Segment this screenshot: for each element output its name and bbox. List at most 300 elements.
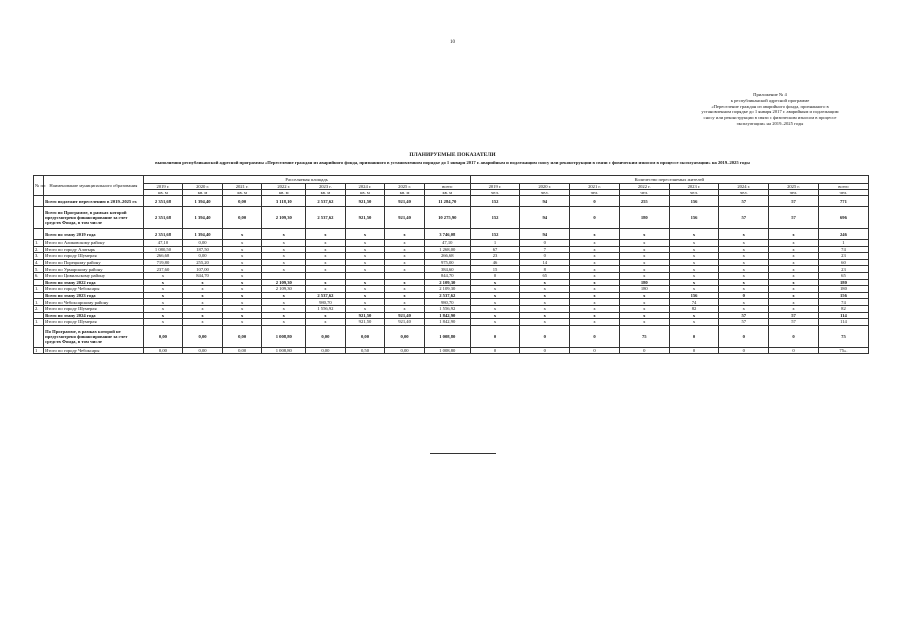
count-cell: 67 — [470, 246, 520, 253]
header-unit-count: чел. — [570, 190, 620, 196]
count-cell: 156 — [669, 207, 719, 229]
table-row — [34, 347, 869, 354]
area-cell: 921,40 — [385, 312, 425, 319]
count-cell: 74 — [669, 299, 719, 306]
count-cell: 180 — [818, 279, 868, 286]
area-cell: 1 008,80 — [262, 347, 306, 354]
count-cell: 0 — [769, 325, 819, 347]
header-unit-count: чел. — [818, 190, 868, 196]
header-years-row — [34, 184, 869, 190]
header-year-area: 2022 г. — [262, 184, 306, 190]
count-cell: x — [669, 279, 719, 286]
count-cell: 246 — [818, 229, 868, 240]
count-cell: x — [470, 292, 520, 299]
area-cell — [306, 272, 346, 279]
appendix-line: установленном порядке до 1 января 2017 г. аварийным и подлежащим — [701, 109, 839, 115]
area-cell: x — [222, 312, 262, 319]
area-cell: x — [143, 312, 183, 319]
count-cell: x — [719, 286, 769, 293]
count-cell: 7 — [520, 246, 570, 253]
area-cell: 975,00 — [424, 259, 470, 266]
area-cell: x — [306, 240, 346, 247]
appendix-line: Приложение № 4 — [753, 92, 787, 97]
count-cell: 0 — [470, 325, 520, 347]
header-unit-count: чел. — [769, 190, 819, 196]
header-year-area: 2021 г. — [222, 184, 262, 190]
area-cell: 719,80 — [143, 259, 183, 266]
area-cell: 0,00 — [143, 325, 183, 347]
row-number — [34, 279, 44, 286]
area-cell: x — [143, 272, 183, 279]
area-cell: x — [143, 319, 183, 326]
row-name: Итого по городу Шумерля — [44, 305, 144, 312]
header-unit-area: кв. м — [385, 190, 425, 196]
count-cell: 696 — [818, 207, 868, 229]
area-cell: x — [262, 229, 306, 240]
area-cell — [385, 272, 425, 279]
area-cell: 0,00 — [183, 325, 223, 347]
count-cell: 74 — [818, 299, 868, 306]
area-cell: x — [306, 312, 346, 319]
count-cell: 0 — [470, 272, 520, 279]
count-cell: x — [570, 266, 620, 273]
count-cell: x — [769, 266, 819, 273]
area-cell: x — [385, 229, 425, 240]
area-cell: x — [385, 240, 425, 247]
header-year-count: 2021 г. — [570, 184, 620, 190]
area-cell: 921,40 — [385, 319, 425, 326]
count-cell: x — [769, 259, 819, 266]
table-row — [34, 319, 869, 326]
header-year-count: 2023 г. — [669, 184, 719, 190]
area-cell: x — [183, 279, 223, 286]
table-row — [34, 266, 869, 273]
row-number — [34, 207, 44, 229]
count-cell: 1 — [818, 240, 868, 247]
header-unit-count: чел. — [669, 190, 719, 196]
area-cell: x — [262, 253, 306, 260]
table-row — [34, 246, 869, 253]
area-cell: x — [222, 319, 262, 326]
count-cell: x — [520, 279, 570, 286]
count-cell: 75». — [818, 347, 868, 354]
count-cell: 14 — [520, 259, 570, 266]
area-cell: 921,50 — [345, 319, 385, 326]
area-cell: x — [143, 279, 183, 286]
area-cell — [262, 272, 306, 279]
count-cell: x — [719, 253, 769, 260]
count-cell: 0 — [669, 347, 719, 354]
count-cell: x — [470, 305, 520, 312]
header-name: Наименование муниципального образования — [44, 176, 144, 196]
row-number — [34, 229, 44, 240]
area-cell: x — [262, 292, 306, 299]
count-cell: 94 — [520, 229, 570, 240]
count-cell: x — [470, 286, 520, 293]
area-cell: 0,00 — [306, 347, 346, 354]
count-cell: x — [719, 299, 769, 306]
header-year-count: 2019 г. — [470, 184, 520, 190]
count-cell: 0 — [470, 347, 520, 354]
area-cell: 1 556,92 — [306, 305, 346, 312]
count-cell: 57 — [769, 196, 819, 207]
count-cell: x — [719, 259, 769, 266]
count-cell: x — [769, 299, 819, 306]
area-cell: x — [345, 286, 385, 293]
area-cell: x — [222, 305, 262, 312]
count-cell: 57 — [769, 312, 819, 319]
area-cell: x — [345, 240, 385, 247]
count-cell: x — [719, 229, 769, 240]
count-cell: x — [520, 286, 570, 293]
count-cell: x — [619, 229, 669, 240]
header-year-count: 2024 г. — [719, 184, 769, 190]
header-year-count: всего — [818, 184, 868, 190]
area-cell: x — [385, 253, 425, 260]
area-cell: x — [222, 279, 262, 286]
count-cell: 57 — [719, 312, 769, 319]
area-cell: 980,70 — [306, 299, 346, 306]
count-cell: 0 — [570, 196, 620, 207]
header-unit-count: чел. — [719, 190, 769, 196]
count-cell: 180 — [818, 286, 868, 293]
count-cell: x — [619, 240, 669, 247]
area-cell: x — [385, 292, 425, 299]
row-number: 1. — [34, 286, 44, 293]
count-cell: 0 — [669, 325, 719, 347]
area-cell: 1 394,40 — [183, 207, 223, 229]
table-row — [34, 279, 869, 286]
count-cell: x — [769, 246, 819, 253]
count-cell: x — [769, 292, 819, 299]
area-cell: x — [222, 299, 262, 306]
header-num: № пп — [34, 176, 44, 196]
area-cell: 921,50 — [345, 207, 385, 229]
count-cell: x — [570, 240, 620, 247]
count-cell: 23 — [818, 266, 868, 273]
table-row — [34, 312, 869, 319]
area-cell: 2 537,62 — [306, 196, 346, 207]
row-name: Итого по Цивильскому району — [44, 272, 144, 279]
area-cell: x — [262, 259, 306, 266]
count-cell: x — [570, 299, 620, 306]
area-cell — [345, 272, 385, 279]
count-cell: 0 — [520, 325, 570, 347]
row-number: 1. — [34, 299, 44, 306]
count-cell: 0 — [520, 240, 570, 247]
count-cell: x — [769, 305, 819, 312]
area-cell: x — [262, 240, 306, 247]
count-cell: 255 — [619, 196, 669, 207]
appendix-line: «Переселение граждан из аварийного фонда, признанного в — [711, 103, 829, 109]
count-cell: x — [769, 279, 819, 286]
area-cell: 0,00 — [385, 325, 425, 347]
area-cell: x — [222, 286, 262, 293]
area-cell: 47,10 — [143, 240, 183, 247]
area-cell: x — [222, 292, 262, 299]
row-name: Итого по Чебоксарскому району — [44, 299, 144, 306]
header-unit-area: кв. м — [143, 190, 183, 196]
document-subtitle: выполнения республиканской адресной программы «Переселение граждан из аварийного фонда, признанного в установленном порядке до 1 января 2017 г. аварийным и подлежащим сносу или реконструкции в связи с физическим износом в процессе эксплуатации» на 2019–2025 годы — [155, 160, 750, 165]
count-cell: x — [570, 286, 620, 293]
count-cell: 23 — [470, 253, 520, 260]
table-row — [34, 207, 869, 229]
area-cell: x — [262, 299, 306, 306]
area-cell: 2 351,68 — [143, 196, 183, 207]
table-row — [34, 299, 869, 306]
area-cell: 2 351,68 — [143, 207, 183, 229]
area-cell: x — [385, 266, 425, 273]
table-header — [34, 176, 869, 196]
count-cell: x — [520, 319, 570, 326]
row-name: Всего по этапу 2019 года — [44, 229, 144, 240]
area-cell: x — [262, 312, 306, 319]
count-cell: x — [520, 305, 570, 312]
count-cell: x — [619, 246, 669, 253]
closing-rule — [430, 453, 496, 454]
area-cell: x — [385, 305, 425, 312]
count-cell: 0 — [769, 347, 819, 354]
count-cell: 75 — [818, 325, 868, 347]
area-cell: x — [385, 299, 425, 306]
row-number: 5. — [34, 266, 44, 273]
count-cell: x — [669, 246, 719, 253]
area-cell: x — [143, 292, 183, 299]
count-cell: 156 — [669, 196, 719, 207]
count-cell: 156 — [669, 292, 719, 299]
count-cell: x — [769, 286, 819, 293]
table-row — [34, 229, 869, 240]
area-cell: 384,60 — [424, 266, 470, 273]
count-cell: 114 — [818, 319, 868, 326]
area-cell: 1 008,80 — [424, 325, 470, 347]
area-cell: 1 080,50 — [143, 246, 183, 253]
count-cell: 57 — [769, 319, 819, 326]
count-cell: x — [570, 246, 620, 253]
row-name: Всего по этапу 2024 года — [44, 312, 144, 319]
indicators-table — [33, 175, 869, 354]
area-cell: x — [385, 246, 425, 253]
page-number: 10 — [450, 40, 455, 45]
header-year-area: 2024 г. — [345, 184, 385, 190]
count-cell: x — [669, 272, 719, 279]
area-cell: x — [143, 305, 183, 312]
area-cell: 47,10 — [424, 240, 470, 247]
count-cell: 0 — [619, 347, 669, 354]
header-units-row — [34, 190, 869, 196]
area-cell: 0,00 — [222, 325, 262, 347]
area-cell: x — [183, 312, 223, 319]
area-cell: x — [306, 229, 346, 240]
area-cell: 266,68 — [424, 253, 470, 260]
area-cell: x — [222, 240, 262, 247]
count-cell: x — [619, 305, 669, 312]
area-cell: x — [262, 266, 306, 273]
area-cell: 255,20 — [183, 259, 223, 266]
count-cell: x — [570, 272, 620, 279]
header-unit-area: кв. м — [222, 190, 262, 196]
area-cell: 2 109,30 — [262, 286, 306, 293]
count-cell: x — [570, 305, 620, 312]
row-name: Итого по городу Алатырь — [44, 246, 144, 253]
area-cell: 1 268,00 — [424, 246, 470, 253]
count-cell: x — [619, 292, 669, 299]
area-cell: 0,00 — [143, 347, 183, 354]
count-cell: 180 — [619, 207, 669, 229]
header-unit-count: чел. — [520, 190, 570, 196]
count-cell: x — [470, 279, 520, 286]
header-year-count: 2022 г. — [619, 184, 669, 190]
count-cell: 65 — [818, 272, 868, 279]
header-area-group: Расселяемая площадь — [143, 176, 470, 184]
count-cell: x — [669, 229, 719, 240]
count-cell: x — [719, 246, 769, 253]
area-cell: x — [345, 253, 385, 260]
area-cell: x — [222, 272, 262, 279]
count-cell: 94 — [520, 196, 570, 207]
area-cell: 1 556,92 — [424, 305, 470, 312]
area-cell: x — [222, 246, 262, 253]
row-number: 1. — [34, 319, 44, 326]
area-cell: 921,40 — [385, 207, 425, 229]
count-cell: 8 — [520, 266, 570, 273]
area-cell: x — [385, 279, 425, 286]
row-number: 4. — [34, 259, 44, 266]
area-cell: 0,50 — [345, 347, 385, 354]
count-cell: x — [470, 299, 520, 306]
header-unit-area: кв. м — [306, 190, 346, 196]
area-cell: x — [385, 259, 425, 266]
count-cell: x — [619, 253, 669, 260]
count-cell: 74 — [818, 246, 868, 253]
table-row — [34, 272, 869, 279]
count-cell: x — [669, 253, 719, 260]
area-cell: 11 284,70 — [424, 196, 470, 207]
count-cell: 65 — [520, 272, 570, 279]
header-unit-count: чел. — [619, 190, 669, 196]
row-name: Итого по городу Чебоксары — [44, 347, 144, 354]
area-cell: x — [262, 319, 306, 326]
area-cell: 0,00 — [183, 240, 223, 247]
area-cell: x — [183, 292, 223, 299]
table-row — [34, 240, 869, 247]
count-cell: 75 — [619, 325, 669, 347]
table-row — [34, 286, 869, 293]
area-cell: x — [222, 229, 262, 240]
header-year-area: 2023 г. — [306, 184, 346, 190]
count-cell: 0 — [570, 207, 620, 229]
count-cell: x — [719, 266, 769, 273]
area-cell: x — [345, 292, 385, 299]
area-cell: 0,00 — [222, 207, 262, 229]
header-unit-area: кв. м — [345, 190, 385, 196]
count-cell: 156 — [818, 292, 868, 299]
count-cell: 0 — [719, 325, 769, 347]
area-cell: 2 109,30 — [262, 207, 306, 229]
count-cell: x — [570, 292, 620, 299]
count-cell: 82 — [818, 305, 868, 312]
row-name: Итого по Урмарскому району — [44, 266, 144, 273]
count-cell: 1 — [470, 240, 520, 247]
area-cell: 0,00 — [306, 325, 346, 347]
count-cell: 0 — [719, 292, 769, 299]
area-cell: x — [306, 286, 346, 293]
count-cell: x — [470, 319, 520, 326]
area-cell: 1 842,90 — [424, 312, 470, 319]
header-count-group: Количество переселяемых жителей — [470, 176, 868, 184]
area-cell: 921,50 — [345, 312, 385, 319]
row-number — [34, 325, 44, 347]
count-cell: x — [619, 259, 669, 266]
area-cell: 2 537,62 — [306, 292, 346, 299]
row-name: Всего по этапу 2022 года — [44, 279, 144, 286]
area-cell: 0,00 — [385, 347, 425, 354]
table-row — [34, 253, 869, 260]
row-name: Итого по городу Чебоксары — [44, 286, 144, 293]
count-cell: x — [619, 272, 669, 279]
area-cell: x — [143, 299, 183, 306]
area-cell: x — [345, 279, 385, 286]
area-cell: 1 842,90 — [424, 319, 470, 326]
area-cell: 0,00 — [183, 347, 223, 354]
count-cell: 94 — [520, 207, 570, 229]
count-cell: x — [769, 240, 819, 247]
row-name: Итого по городу Шумерля — [44, 253, 144, 260]
count-cell: x — [570, 319, 620, 326]
count-cell: 82 — [669, 305, 719, 312]
row-number — [34, 312, 44, 319]
area-cell: x — [306, 279, 346, 286]
header-unit-count: чел. — [470, 190, 520, 196]
area-cell: x — [222, 259, 262, 266]
appendix-line: эксплуатации» на 2019–2025 годы — [736, 120, 804, 126]
count-cell: x — [520, 292, 570, 299]
count-cell: x — [769, 253, 819, 260]
row-number: 2. — [34, 246, 44, 253]
area-cell: 2 351,68 — [143, 229, 183, 240]
count-cell: x — [719, 240, 769, 247]
appendix-line: сносу или реконструкции в связи с физическим износом в процессе — [703, 115, 837, 121]
table-row — [34, 259, 869, 266]
count-cell: 15 — [470, 266, 520, 273]
row-name: Всего по Программе, в рамках которой предусмотрено финансирование за счет средств Фонда, в том числе — [44, 207, 144, 229]
area-cell: 0,00 — [222, 196, 262, 207]
header-year-area: 2025 г. — [385, 184, 425, 190]
area-cell: x — [306, 246, 346, 253]
count-cell: 23 — [818, 253, 868, 260]
area-cell: 266,68 — [143, 253, 183, 260]
count-cell: x — [570, 259, 620, 266]
count-cell: 114 — [818, 312, 868, 319]
appendix-line: к республиканской адресной программе — [730, 97, 810, 103]
count-cell: x — [719, 279, 769, 286]
count-cell: 57 — [769, 207, 819, 229]
area-cell: x — [183, 305, 223, 312]
area-cell: 10 275,90 — [424, 207, 470, 229]
area-cell: x — [143, 286, 183, 293]
count-cell: x — [769, 229, 819, 240]
count-cell: x — [669, 286, 719, 293]
document-title: ПЛАНИРУЕМЫЕ ПОКАЗАТЕЛИ — [409, 152, 496, 158]
count-cell: 46 — [470, 259, 520, 266]
header-unit-area: кв. м — [424, 190, 470, 196]
header-unit-area: кв. м — [183, 190, 223, 196]
row-name: Всего подлежит переселению в 2019–2025 гг. — [44, 196, 144, 207]
table-row — [34, 292, 869, 299]
row-number: 6. — [34, 272, 44, 279]
row-name: Итого по Аликовскому району — [44, 240, 144, 247]
area-cell: 921,50 — [345, 196, 385, 207]
